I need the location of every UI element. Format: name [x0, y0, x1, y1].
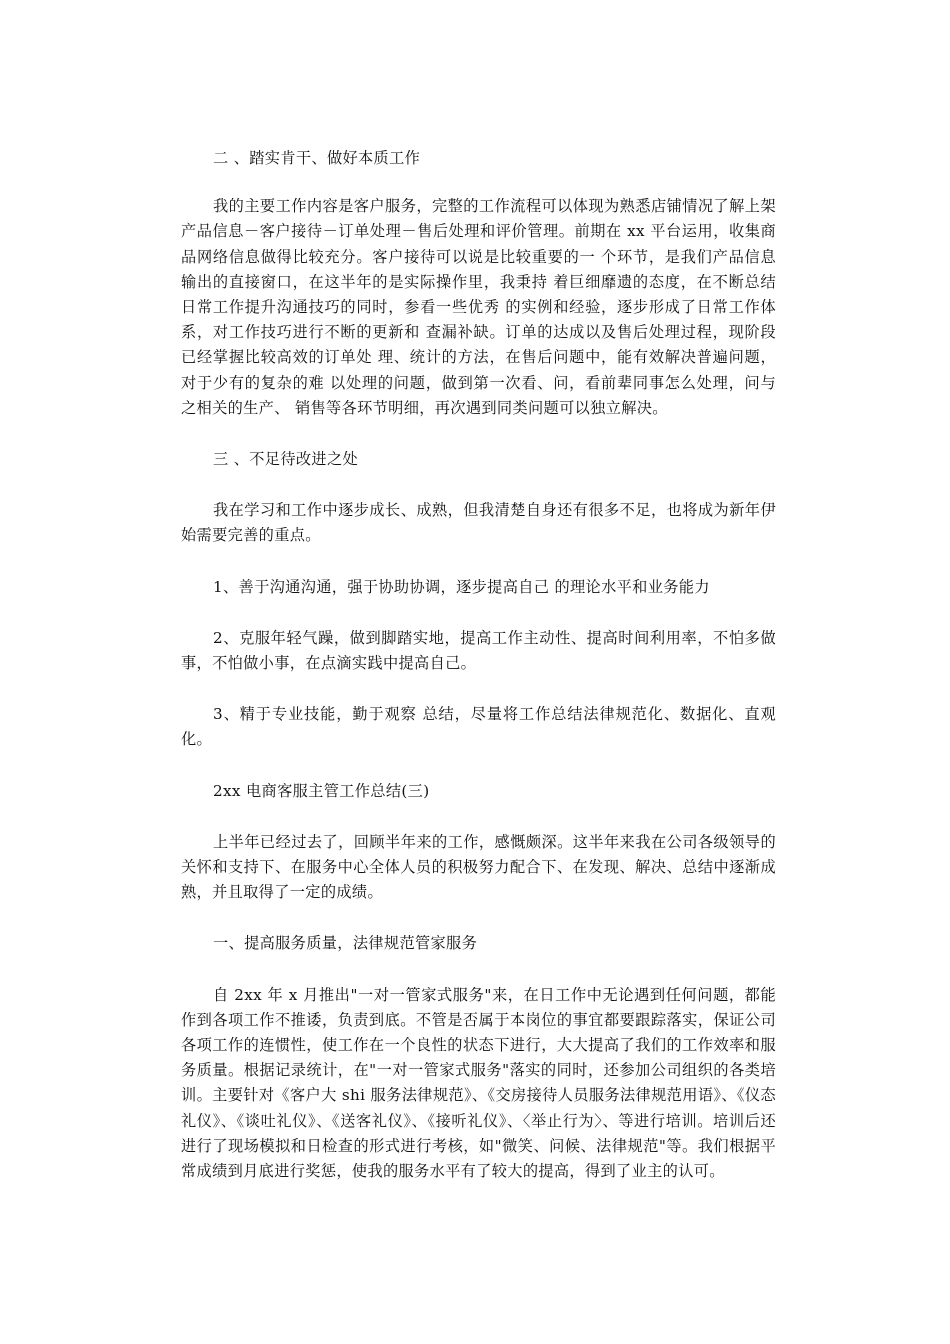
paragraph-work-content: 我的主要工作内容是客户服务，完整的工作流程可以体现为熟悉店铺情况了解上架产品信息－客户接待－订单处理－售后处理和评价管理。前期在 xx 平台运用，收集商品网络信息做得比较充分。客户接待可以说是比较重要的一 个环节，是我们产品信息输出的直接窗口，在这半年的是实际操作里，我秉持 着巨细靡遗的态度，在不断总结日常工作提升沟通技巧的同时，参看一些优秀 的实例和经验，逐步形成了日常工作体系，对工作技巧进行不断的更新和 查漏补缺。订单的达成以及售后处理过程，现阶段已经掌握比较高效的订单处 理、统计的方法，在售后问题中，能有效解决普遍问题，对于少有的复杂的难 以处理的问题，做到第一次看、问，看前辈同事怎么处理，问与之相关的生产、 销售等各环节明细，再次遇到同类问题可以独立解决。: [181, 197, 776, 417]
document-page: [181, 146, 776, 1184]
section-heading-1: 一、提高服务质量，法律规范管家服务: [213, 934, 478, 953]
section-heading-3: 三 、不足待改进之处: [213, 450, 359, 469]
paragraph-shortcomings-intro: 我在学习和工作中逐步成长、成熟，但我清楚自身还有很多不足，也将成为新年伊始需要完善的重点。: [181, 501, 776, 545]
list-item-3: 3、精于专业技能，勤于观察 总结，尽量将工作总结法律规范化、数据化、直观化。: [181, 705, 776, 749]
section-heading-2: 二 、踏实肯干、做好本质工作: [213, 149, 421, 167]
document-subtitle: 2xx 电商客服主管工作总结(三): [213, 781, 430, 800]
list-item-2: 2、克服年轻气躁，做到脚踏实地，提高工作主动性、提高时间利用率，不怕多做事，不怕做小事，在点滴实践中提高自己。: [181, 628, 776, 673]
list-item-1: 1、善于沟通沟通，强于协助协调，逐步提高自己 的理论水平和业务能力: [213, 577, 710, 596]
paragraph-half-year-review: 上半年已经过去了，回顾半年来的工作，感慨颇深。这半年来我在公司各级领导的关怀和支持下、在服务中心全体人员的积极努力配合下、在发现、解决、总结中逐渐成熟，并且取得了一定的成绩。: [181, 832, 776, 902]
paragraph-service-quality: 自 2xx 年 x 月推出"一对一管家式服务"来，在日工作中无论遇到任何问题，都能作到各项工作不推诿，负责到底。不管是否属于本岗位的事宜都要跟踪落实，保证公司各项工作的连惯性，使工作在一个良性的状态下进行，大大提高了我们的工作效率和服务质量。根据记录统计，在"一对一管家式服务"落实的同时，还参加公司组织的各类培训。主要针对《客户大 shi 服务法律规范》、《交房接待人员服务法律规范用语》、《仪态礼仪》、《谈吐礼仪》、《送客礼仪》、《接听礼仪》、〈举止行为〉、等进行培训。培训后还进行了现场模拟和日检查的形式进行考核，如"微笑、问候、法律规范"等。我们根据平常成绩到月底进行奖惩，使我的服务水平有了较大的提高，得到了业主的认可。: [181, 985, 776, 1181]
